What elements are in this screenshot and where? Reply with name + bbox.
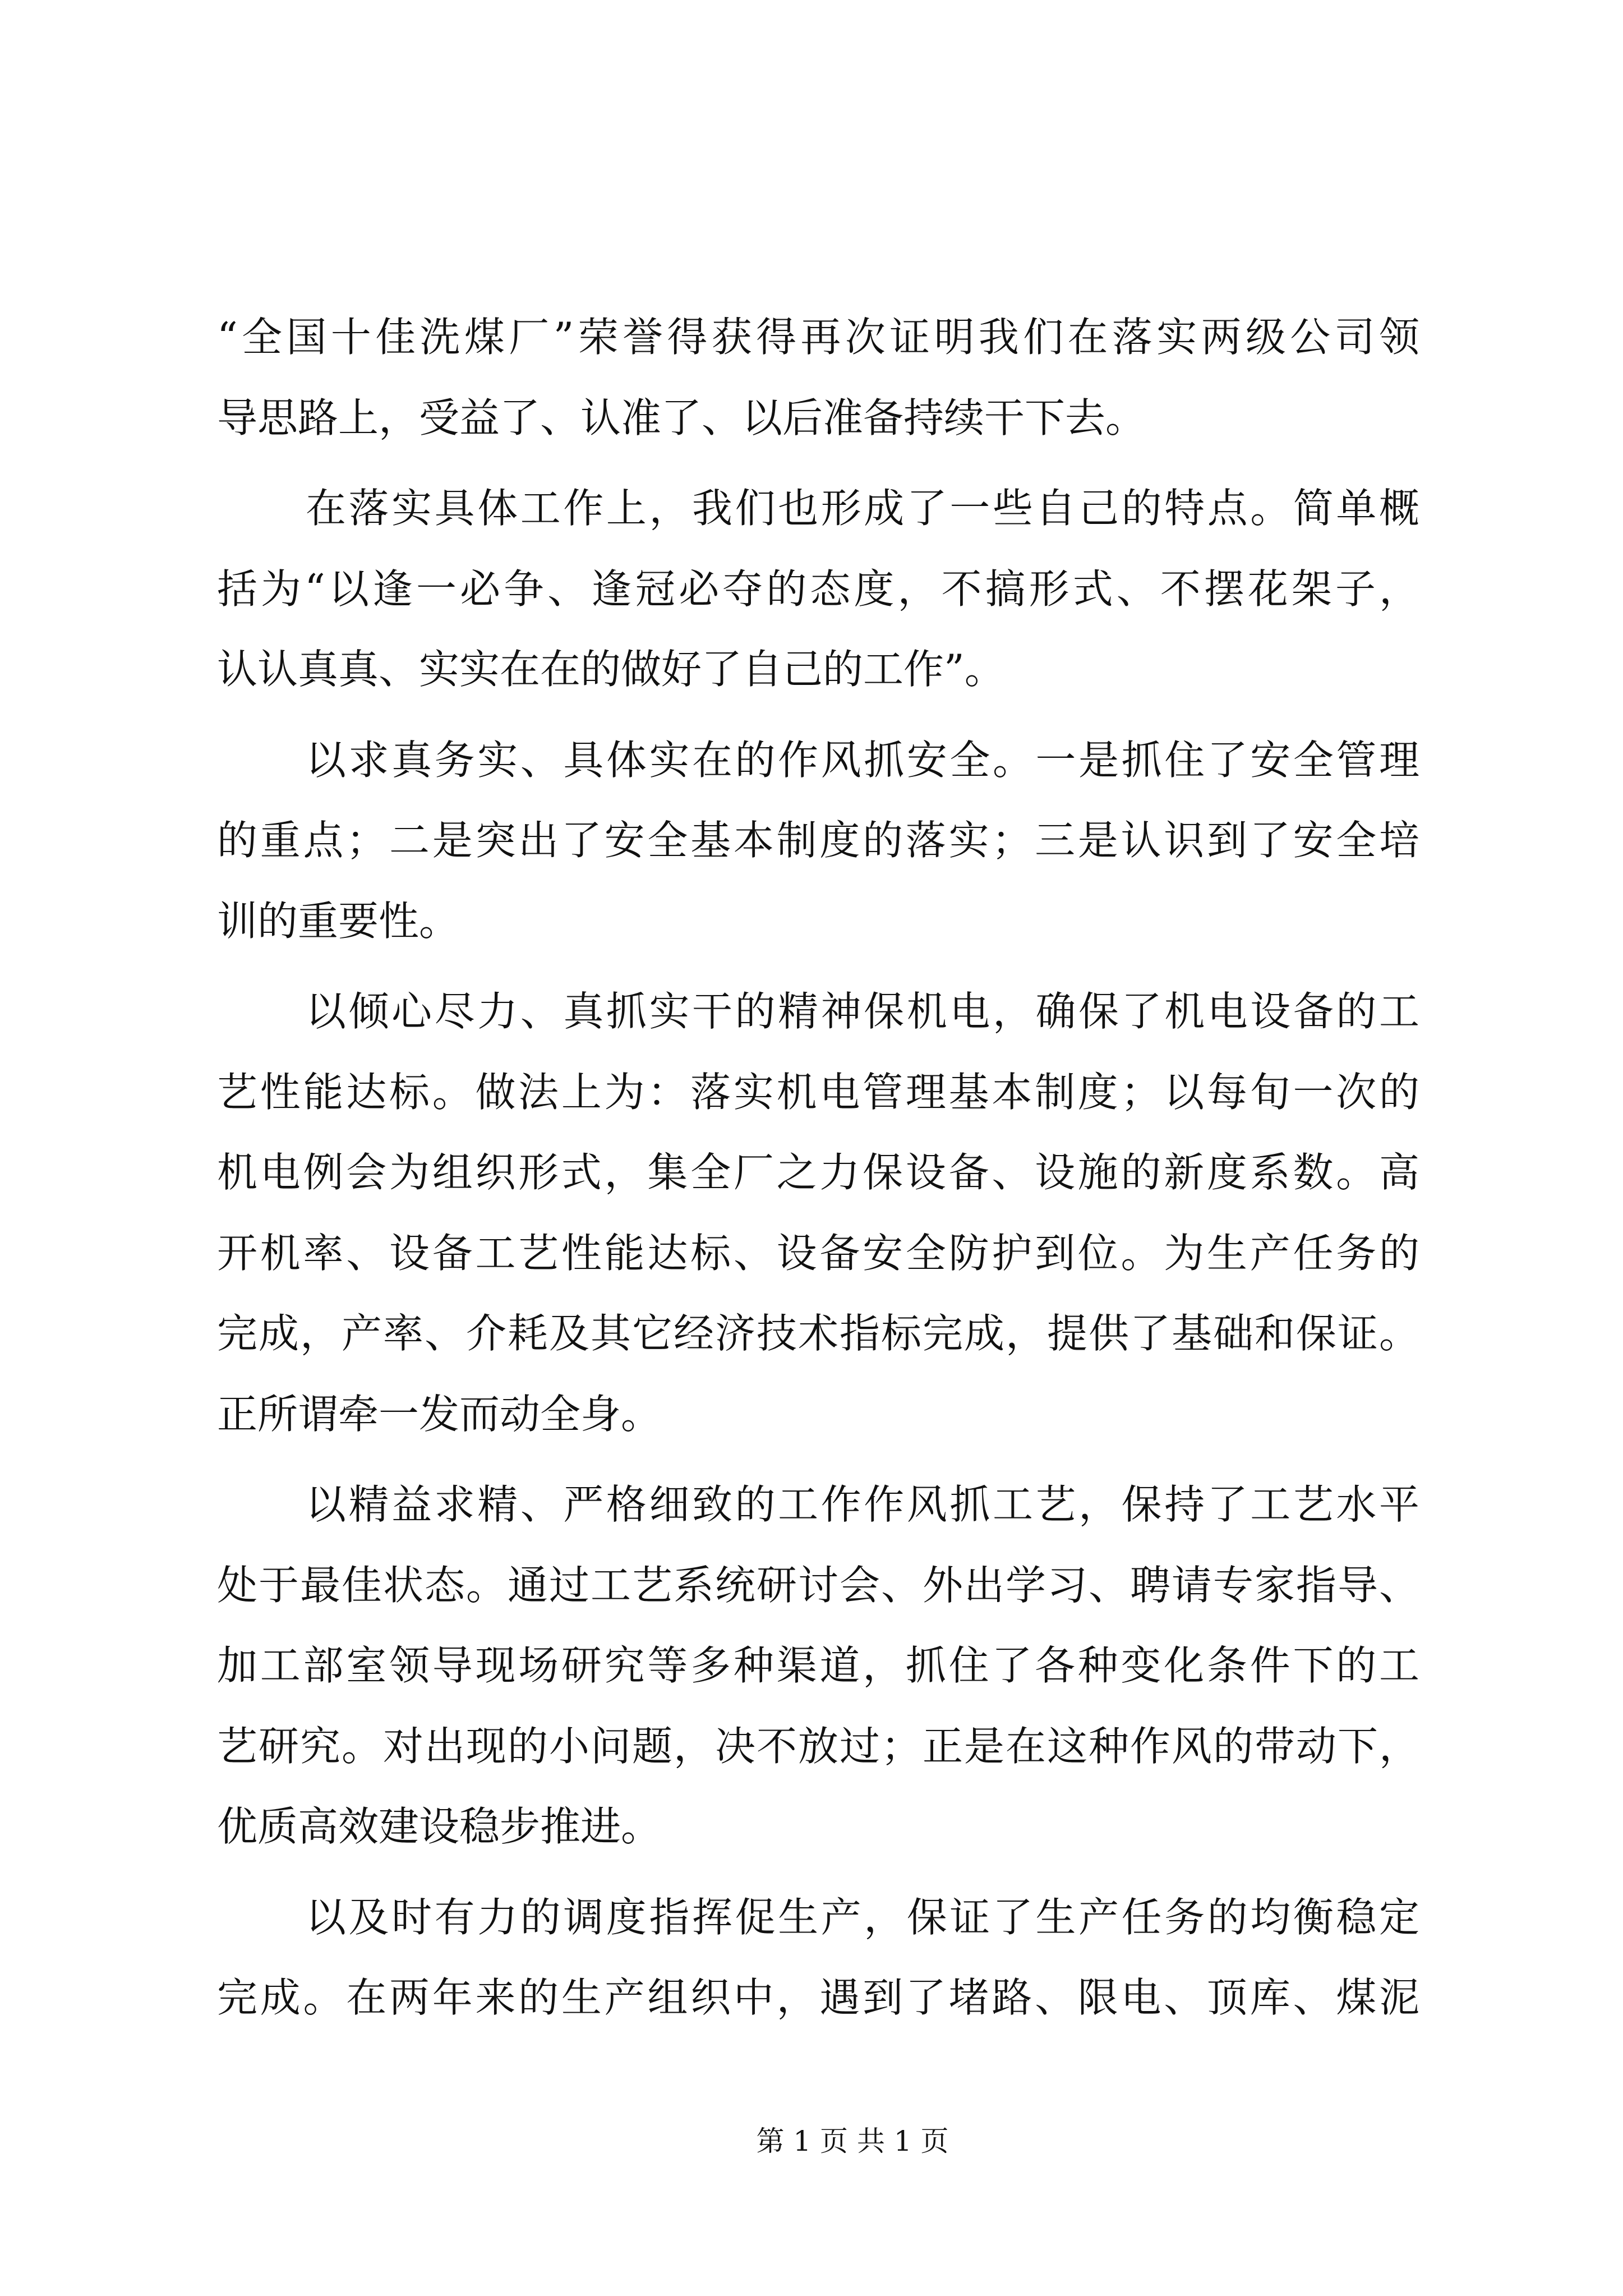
text-line: 以精益求精、严格细致的工作作风抓工艺，保持了工艺水平 — [306, 1481, 1419, 1528]
text-line: 优质高效建设稳步推进。 — [217, 1803, 662, 1850]
text-line: 完成。在两年来的生产组织中，遇到了堵路、限电、顶库、煤泥 — [217, 1974, 1419, 2021]
text-line: 正所谓牵一发而动全身。 — [217, 1390, 662, 1438]
text-line: 认认真真、实实在在的做好了自己的工作”。 — [217, 646, 1005, 693]
paragraph — [217, 720, 1419, 962]
paragraph — [217, 468, 1419, 710]
paragraph — [217, 297, 1419, 458]
text-line: 艺性能达标。做法上为：落实机电管理基本制度；以每旬一次的 — [217, 1068, 1419, 1116]
text-line: 完成，产率、介耗及其它经济技术指标完成，提供了基础和保证。 — [217, 1310, 1419, 1357]
text-line: 处于最佳状态。通过工艺系统研讨会、外出学习、聘请专家指导、 — [217, 1561, 1419, 1609]
document-body — [217, 297, 1419, 2049]
text-line: 以及时有力的调度指挥促生产，保证了生产任务的均衡稳定 — [306, 1893, 1419, 1941]
text-line: 艺研究。对出现的小问题，决不放过；正是在这种作风的带动下， — [217, 1722, 1419, 1770]
paragraph — [217, 1465, 1419, 1867]
text-line: 在落实具体工作上，我们也形成了一些自己的特点。简单概 — [306, 485, 1419, 532]
paragraph — [217, 1878, 1419, 2039]
text-line: 以倾心尽力、真抓实干的精神保机电，确保了机电设备的工 — [306, 988, 1419, 1035]
text-line: 括为“以逢一必争、逢冠必夺的态度，不搞形式、不摆花架子， — [217, 565, 1419, 613]
text-line: 机电例会为组织形式，集全厂之力保设备、设施的新度系数。高 — [217, 1149, 1419, 1196]
text-line: 开机率、设备工艺性能达标、设备安全防护到位。为生产任务的 — [217, 1229, 1419, 1277]
page-footer: 第 1 页 共 1 页 — [756, 2125, 949, 2157]
text-line: 加工部室领导现场研究等多种渠道，抓住了各种变化条件下的工 — [217, 1642, 1419, 1689]
text-line: 导思路上，受益了、认准了、以后准备持续干下去。 — [217, 394, 1146, 441]
text-line: 训的重要性。 — [217, 897, 460, 945]
text-line: “全国十佳洗煤厂”荣誉得获得再次证明我们在落实两级公司领 — [217, 314, 1419, 361]
text-line: 的重点；二是突出了安全基本制度的落实；三是认识到了安全培 — [217, 817, 1419, 864]
paragraph — [217, 972, 1419, 1455]
text-line: 以求真务实、具体实在的作风抓安全。一是抓住了安全管理 — [306, 736, 1419, 784]
